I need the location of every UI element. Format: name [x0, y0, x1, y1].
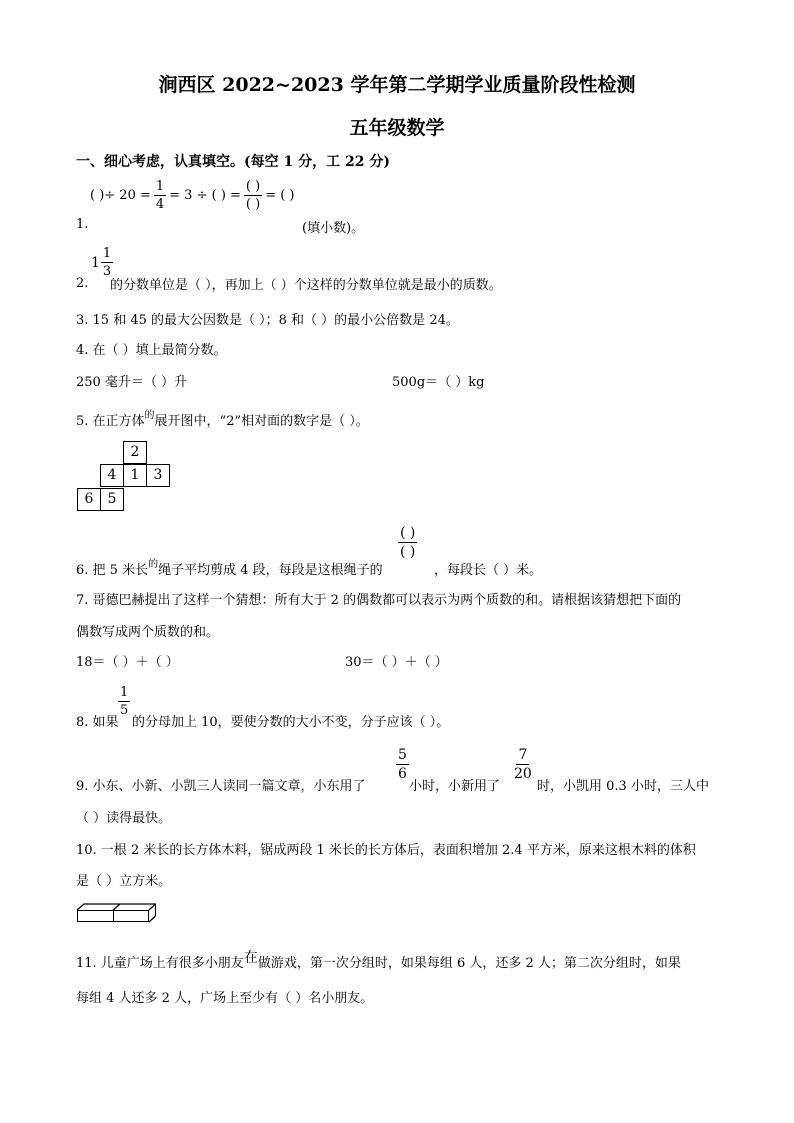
q9-line2: （ ）读得最快。	[76, 811, 172, 826]
q1-frac-den: 4	[155, 197, 165, 212]
q9-fraction2-wrap	[514, 748, 532, 781]
q10-line1: 10. 一根 2 米长的长方体木料，锯成两段 1 米长的长方体后，表面积增加 2.4 平方米，原来这根木料的体积	[76, 843, 696, 858]
q9-text-c: 时，小凯用 0.3 小时，三人中	[537, 779, 709, 794]
q6-blank-num: ( )	[400, 525, 416, 541]
q11-text-small: 在	[243, 950, 258, 966]
wood-outline-svg	[76, 903, 156, 923]
q8-fraction	[118, 686, 130, 717]
cube-cell: 2	[123, 441, 147, 464]
q1-expression	[90, 180, 295, 211]
q8-text-b: 的分母加上 10，要使分数的大小不变，分子应该（ ）。	[132, 715, 450, 730]
q8-text-a: 8. 如果	[76, 715, 119, 730]
page-title: 涧西区 2022~2023 学年第二学期学业质量阶段性检测	[158, 74, 636, 96]
q6-text-b: 绳子平均剪成 4 段，每段是这根绳子的	[158, 563, 383, 578]
cube-cell: 5	[100, 488, 124, 511]
q5-text	[76, 410, 369, 429]
cube-cell: 4	[100, 464, 124, 487]
q2-whole: 1	[91, 254, 100, 271]
q11-text-a: 11. 儿童广场上有很多小朋友	[76, 956, 244, 971]
q10-line2: 是（ ）立方米。	[76, 874, 172, 889]
q4-left: 250 毫升＝（ ）升	[76, 375, 188, 390]
cube-cell: 6	[77, 488, 101, 511]
q7-line1: 7. 哥德巴赫提出了这样一个猜想：所有大于 2 的偶数都可以表示为两个质数的和。请根据该猜想把下面的	[76, 593, 682, 608]
q7-left: 18＝（ ）＋（ ）	[76, 655, 179, 670]
cube-cell: 1	[123, 464, 147, 487]
q1-fraction	[154, 180, 166, 211]
q6-fraction	[398, 526, 417, 559]
q5-text-a: 5. 在正方体	[76, 414, 145, 429]
q1-expr-c: = ( )	[265, 188, 295, 203]
cube-cell: 3	[146, 464, 170, 487]
q2-frac-num: 1	[102, 246, 112, 261]
q6-blank-fraction	[398, 526, 417, 559]
page-subtitle: 五年级数学	[349, 117, 445, 139]
q1-blank-num: ( )	[245, 179, 261, 194]
q6-text-c: ，每段长（ ）米。	[434, 563, 543, 578]
q11-line1	[76, 952, 681, 972]
q1-number: 1.	[76, 217, 89, 232]
q4-right: 500g＝（ ）kg	[392, 375, 485, 390]
q9-fraction1	[396, 748, 409, 781]
q9-text-a: 9. 小东、小新、小凯三人读同一篇文章，小东用了	[76, 779, 366, 794]
q6-text-a: 6. 把 5 米长	[76, 563, 149, 578]
q2-number: 2.	[76, 276, 89, 291]
q7-right: 30＝（ ）＋（ ）	[345, 655, 448, 670]
q3-text: 3. 15 和 45 的最大公因数是（ ）；8 和（ ）的最小公倍数是 24。	[76, 313, 459, 328]
q1-expr-a: ( )÷ 20 =	[90, 188, 151, 203]
q5-text-small: 的	[144, 410, 155, 421]
q9-fraction2	[514, 748, 532, 781]
q1-note: (填小数)。	[302, 221, 365, 236]
section-heading: 一、细心考虑，认真填空。(每空 1 分，工 22 分)	[76, 154, 390, 170]
q5-text-b: 展开图中，“2”相对面的数字是（ ）。	[154, 414, 369, 429]
q9-text-b: 小时，小新用了	[409, 779, 501, 794]
q8-frac-num: 1	[120, 685, 129, 700]
q6-text	[76, 559, 383, 578]
q1-frac-num: 1	[155, 179, 165, 194]
q8-frac-den: 5	[120, 703, 129, 718]
q11-text-b: 做游戏，第一次分组时，如果每组 6 人，还多 2 人；第二次分组时，如果	[257, 956, 681, 971]
q1-expr-b: = 3 ÷ ( ) =	[169, 188, 241, 203]
q9-fraction1-wrap	[396, 748, 409, 781]
q1-blank-fraction	[244, 180, 262, 211]
q9-frac2-num: 7	[518, 747, 528, 763]
q6-blank-den: ( )	[400, 544, 416, 560]
q6-text-small: 的	[148, 559, 159, 570]
q9-frac1-num: 5	[398, 747, 407, 763]
q2-text: 的分数单位是（ ），再加上（ ）个这样的分数单位就是最小的质数。	[110, 278, 502, 293]
q9-frac2-den: 20	[514, 766, 532, 782]
q4-text: 4. 在（ ）填上最简分数。	[76, 343, 227, 358]
q2-frac-den: 3	[102, 264, 112, 279]
q9-frac1-den: 6	[398, 766, 407, 782]
q7-line2: 偶数写成两个质数的和。	[76, 625, 220, 640]
q11-line2: 每组 4 人还多 2 人，广场上至少有（ ）名小朋友。	[76, 991, 374, 1006]
q1-blank-den: ( )	[245, 197, 261, 212]
q8-fraction-wrap	[118, 686, 130, 717]
